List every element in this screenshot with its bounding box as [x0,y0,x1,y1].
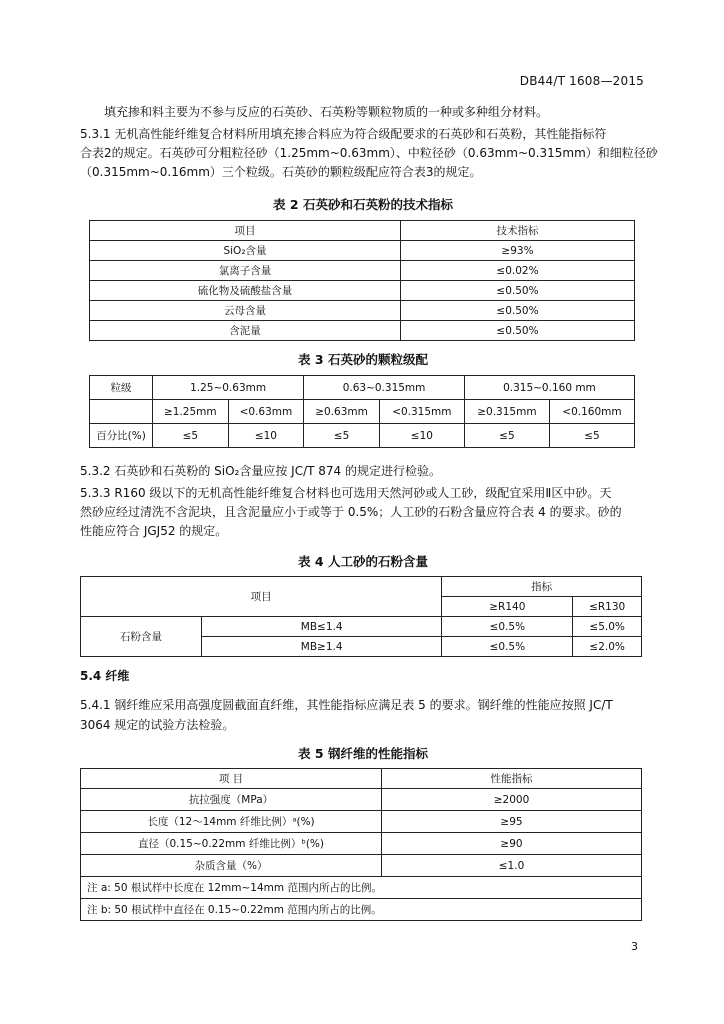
table-row [90,376,635,400]
table-cell: ≤10 [228,424,304,448]
clause-5-3-1-line3: （0.315mm~0.16mm）三个粒级。石英砂的颗粒级配应符合表3的规定。 [80,165,482,179]
table-header: 项目 [81,577,442,617]
section-5-4-heading: 5.4 纤维 [80,669,130,683]
table-cell: 长度（12～14mm 纤维比例）ᵃ(%) [81,811,382,833]
table-cell: 杂质含量（%） [81,855,382,877]
table2-caption: 表 2 石英砂和石英粉的技术指标 [273,197,453,212]
table-cell: ≤5 [549,424,634,448]
table-subheader: ≥0.315mm [464,400,549,424]
table-cell: 含泥量 [90,321,401,341]
table-cell: SiO₂含量 [90,241,401,261]
table-cell: ≤5 [304,424,380,448]
table-header: 0.63~0.315mm [304,376,465,400]
table-header: 项 目 [81,769,382,789]
table-cell: ≤0.5% [442,637,573,657]
table-cell: ≤1.0 [382,855,642,877]
intro-paragraph: 填充掺和料主要为不参与反应的石英砂、石英粉等颗粒物质的一种或多种组分材料。 [104,105,549,119]
table-cell: ≤0.50% [401,321,635,341]
clause-5-3-1-line1: 5.3.1 无机高性能纤维复合材料所用填充掺合料应为符合级配要求的石英砂和石英粉，其性能指标符 [80,127,607,141]
clause-5-3-2: 5.3.2 石英砂和石英粉的 SiO₂含量应按 JC/T 874 的规定进行检验。 [80,464,442,478]
table-cell: ≤5 [153,424,229,448]
table-row [81,899,642,921]
table-cell: 抗拉强度（MPa） [81,789,382,811]
page-number: 3 [631,940,638,953]
table-cell: ≤0.02% [401,261,635,281]
table-cell: ≥90 [382,833,642,855]
clause-5-4-1-line1: 5.4.1 钢纤维应采用高强度圆截面直纤维，其性能指标应满足表 5 的要求。钢纤维的性能应按照 JC/T [80,698,613,712]
table-subheader: <0.315mm [379,400,464,424]
clause-5-4-1-line2: 3064 规定的试验方法检验。 [80,718,235,732]
table-header: 0.315~0.160 mm [464,376,634,400]
table-subheader: <0.63mm [228,400,304,424]
table-subheader: ≥R140 [442,597,573,617]
table3-caption: 表 3 石英砂的颗粒级配 [298,352,428,367]
table-row [90,424,635,448]
clause-5-3-3-line2: 然砂应经过清洗不含泥块，且含泥量应小于或等于 0.5%；人工砂的石粉含量应符合表 4 的要求。砂的 [80,505,622,519]
clause-5-3-1-line2: 合表2的规定。石英砂可分粗粒径砂（1.25mm~0.63mm）、中粒径砂（0.63mm~0.315mm）和细粒径砂 [80,146,658,160]
table-header: 1.25~0.63mm [153,376,304,400]
table-subheader: ≥1.25mm [153,400,229,424]
table-header: 技术指标 [401,221,635,241]
table-cell: 直径（0.15~0.22mm 纤维比例）ᵇ(%) [81,833,382,855]
table-cell: ≤5 [464,424,549,448]
table-note-a: 注 a: 50 根试样中长度在 12mm~14mm 范围内所占的比例。 [81,877,642,899]
table-row [81,789,642,811]
table-subheader: <0.160mm [549,400,634,424]
table-cell: 硫化物及硫酸盐含量 [90,281,401,301]
table-header: 项目 [90,221,401,241]
table-cell: ≥2000 [382,789,642,811]
table4 [80,576,642,657]
table-row [81,833,642,855]
table-row [90,221,635,241]
table-row [81,855,642,877]
table-cell: MB≤1.4 [202,617,442,637]
table-header: 指标 [442,577,642,597]
table-row [90,321,635,341]
table-row [90,281,635,301]
table5 [80,768,642,921]
table-row-label: 石粉含量 [81,617,202,657]
table-row [81,577,642,597]
table-row [90,261,635,281]
table2 [89,220,635,341]
table-cell: ≤0.5% [442,617,573,637]
table-header: 性能指标 [382,769,642,789]
table4-caption: 表 4 人工砂的石粉含量 [298,554,428,569]
table-cell: ≤2.0% [573,637,642,657]
table-row [90,241,635,261]
document-code: DB44/T 1608—2015 [519,74,644,88]
clause-5-3-3-line1: 5.3.3 R160 级以下的无机高性能纤维复合材料也可选用天然河砂或人工砂，级配宜采用Ⅱ区中砂。天 [80,486,612,500]
table-cell: ≤10 [379,424,464,448]
table-row [90,301,635,321]
table3 [89,375,635,448]
table-row [90,400,635,424]
table-cell: ≤0.50% [401,301,635,321]
table-row [81,617,642,637]
table-cell: ≤5.0% [573,617,642,637]
table-cell: ≥95 [382,811,642,833]
table-cell: ≥93% [401,241,635,261]
table-note-b: 注 b: 50 根试样中直径在 0.15~0.22mm 范围内所占的比例。 [81,899,642,921]
table5-caption: 表 5 钢纤维的性能指标 [298,746,428,761]
table-cell: ≤0.50% [401,281,635,301]
table-subheader: ≤R130 [573,597,642,617]
table-row-label: 百分比(%) [90,424,153,448]
table-subheader: ≥0.63mm [304,400,380,424]
clause-5-3-3-line3: 性能应符合 JGJ52 的规定。 [80,524,228,538]
table-cell: MB≥1.4 [202,637,442,657]
table-cell: 云母含量 [90,301,401,321]
table-row [81,877,642,899]
table-row [81,769,642,789]
table-cell: 氯离子含量 [90,261,401,281]
table-row-label: 粒级 [90,376,153,400]
table-row [81,811,642,833]
